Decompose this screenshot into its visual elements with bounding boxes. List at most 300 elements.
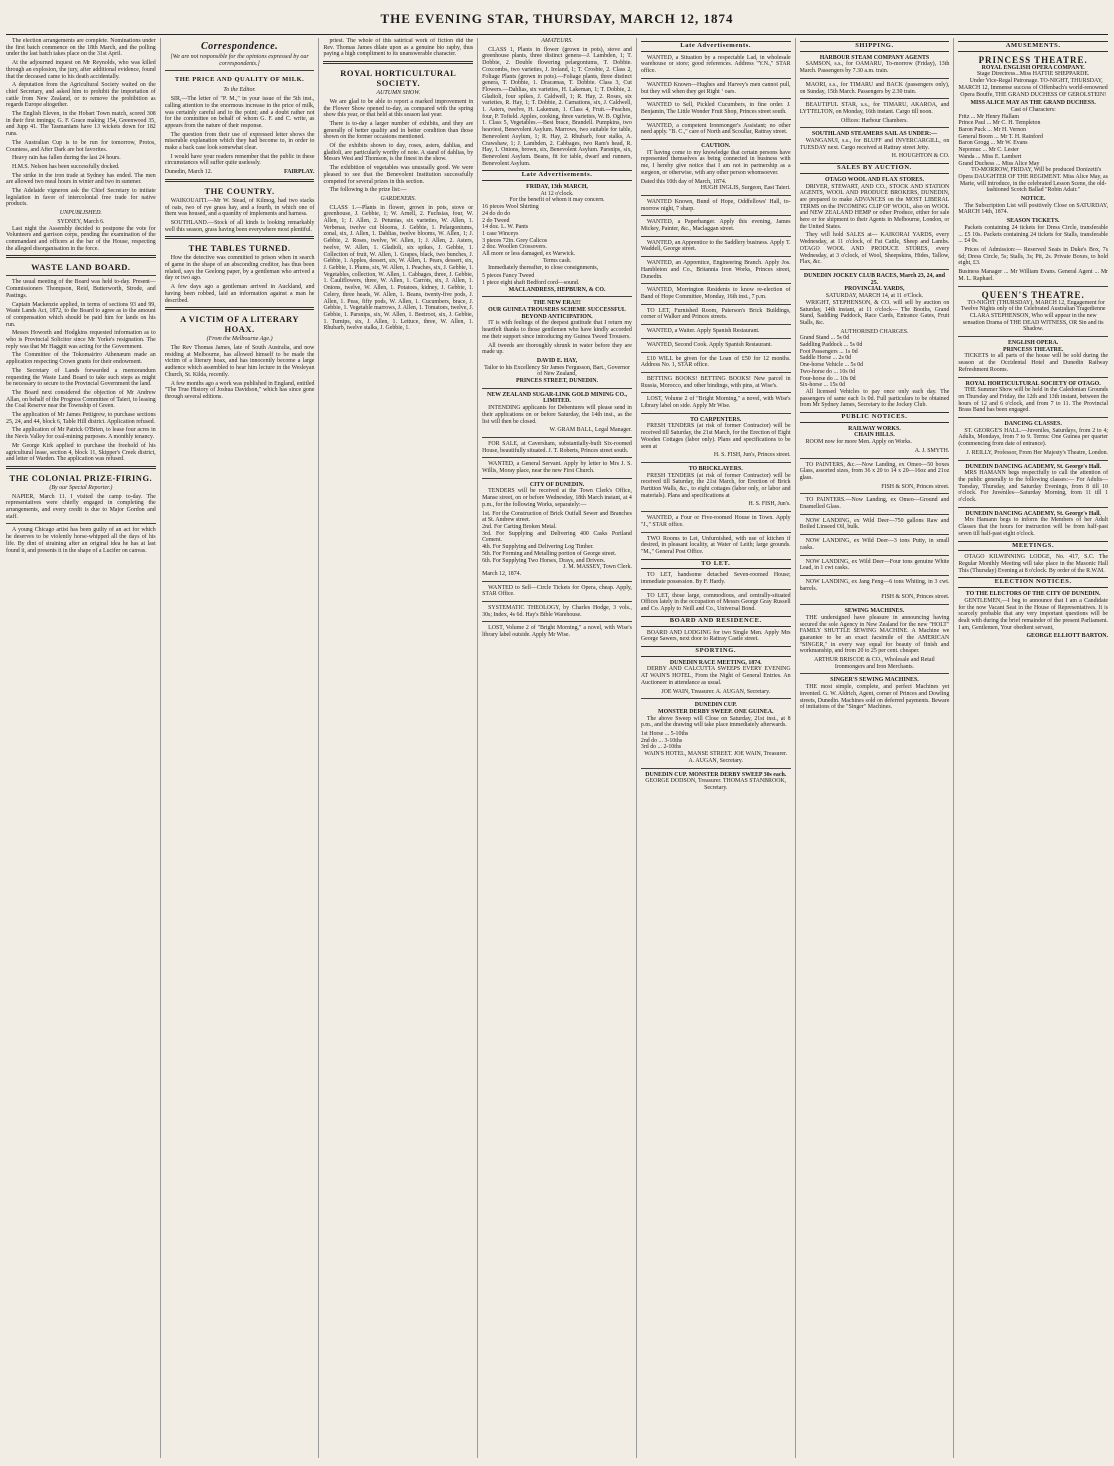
ad-signature: Offices: Harbour Chambers.: [841, 117, 908, 124]
ad-heading: TO CARPENTERS.: [690, 416, 742, 423]
section-heading: TO LET.: [641, 559, 791, 570]
ad-heading: HARBOUR STEAM COMPANY AGENTS: [819, 54, 930, 61]
ad-signature: FISH & SON, Princes street.: [881, 483, 950, 490]
lot-item: 1 case Winceys: [482, 230, 519, 237]
column-2: [165, 38, 320, 1458]
ad-text: All tweeds are thoroughly shrunk in water before they are made up.: [482, 342, 632, 356]
divider: [800, 575, 950, 576]
news-paragraph: At the adjourned inquest on Mr Reynolds, who was killed through an explosion, the jury, after additional evidence, found that the deceased came to his death accidentally.: [6, 60, 156, 80]
divider: [482, 601, 632, 602]
news-paragraph: Heavy rain has fallen during the last 24 hours.: [12, 155, 121, 162]
divider: [641, 768, 791, 769]
divider: [482, 581, 632, 582]
section-heading: ELECTION NOTICES.: [958, 577, 1108, 588]
ad-text: ST. GEORGE'S HALL.—Juveniles, Saturdays, from 2 to 4; Adults, Mondays, from 7 to 9. Terms: One Guinea per quarter (commencing from date of entrance).: [958, 427, 1109, 448]
divider: [958, 286, 1108, 287]
theatre-title: QUEEN'S THEATRE.: [981, 289, 1085, 300]
ad-signature: JOE WAIN, Treasurer. A. AUGAN, Secretary.: [661, 688, 771, 695]
tender-item: 2nd. For Carting Broken Metal.: [482, 524, 557, 530]
ad-text: TENDERS will be received at the Town Clerk's Office, Manse street, on or before Wednesday, 18th March instant, at 4 p.m., for the following Works, separately:—: [482, 488, 632, 508]
ad-date: SATURDAY, MARCH 14, at 11 o'Clock.: [825, 293, 924, 300]
divider: [800, 269, 950, 270]
ad-heading: NOTICE.: [1020, 196, 1046, 203]
ad-heading: CHAIN HILLS.: [854, 432, 895, 439]
ad-text: TO-NIGHT (THURSDAY), MARCH 12, Engagement for Twelve Nights only of the Celebrated Australian Tragedienne CLARA STEPHENSON, Who will appear in the new sensation Drama of THE DEAD WITNESS, OR Sin and its Shadow.: [960, 299, 1106, 333]
divider: [800, 514, 950, 515]
ad-text: TWO Rooms to Let, Unfurnished, with use of kitchen if desired, in pleasant locality, at Water of Leith; large grounds. "M.," General Post Office.: [640, 535, 791, 555]
ad-text: The above Sweep will Close on Saturday, 21st inst., at 8 p.m., and the drawing will take place immediately afterwards.: [640, 715, 791, 729]
divider: [641, 372, 791, 373]
ad-text: TO-MORROW, FRIDAY, Will be produced Donizetti's Opera DAUGHTER OF THE REGIMENT. Miss Alice May, as Marie, will introduce, in the celebrated Lesson Scene, the old-fashioned Scotch Ballad "Robin Adair.": [958, 167, 1108, 194]
lot-item: 2 do Tweed: [482, 217, 510, 224]
divider: [641, 589, 791, 590]
ad-heading: RAILWAY WORKS.: [848, 425, 901, 432]
ad-text: FRESH TENDERS (at risk of former Contractor) will be received till Saturday, the 21st March, for Erection of Brick Partition Walls, &c., to eight cottages (labor only, or labor and materials). Plans and specifications at: [640, 472, 791, 499]
ad-heading: SOUTHLAND STEAMERS SAIL AS UNDER:—: [811, 131, 937, 138]
charge-item: Four-horse do ... 10s 0d: [799, 375, 856, 382]
ad-text: MAORI, s.s., for TIMARU and BACK (passengers only), on Sunday, 15th March. Passengers by 2.30 train.: [799, 81, 950, 95]
column-6: [800, 38, 955, 1458]
news-paragraph: The following is the prize list:—: [329, 187, 407, 194]
ad-text: WANTED, a Waiter. Apply Spanish Restaurant.: [646, 328, 760, 335]
ad-text: NOW LANDING, ex Wild Deer—Four tons genuine White Lead, in 1 cwt casks.: [799, 558, 950, 572]
divider: [800, 127, 950, 128]
ad-signature: WAIN'S HOTEL, MANSE STREET. JOE WAIN, Treasurer. A. AUGAN, Secretary.: [644, 751, 788, 764]
lot-item: 2 doz. Woollen Crossovers.: [482, 244, 547, 251]
columns: [6, 38, 1108, 1458]
divider: [800, 673, 950, 674]
ad-heading: DUNEDIN RACE MEETING, 1874.: [669, 659, 762, 666]
ad-signature: H. S. FISH, Jun's.: [748, 501, 791, 508]
ad-heading: ROYAL HORTICULTURAL SOCIETY OF OTAGO.: [965, 380, 1101, 387]
ad-text: INTENDING applicants for Debentures will please send in their applications on or before Saturday, the 14th inst., as the list will then be closed.: [482, 405, 632, 425]
source-note: (From the Melbourne Age.): [206, 336, 273, 343]
letter-paragraph: The question from their use of expressed letter shows the miserable explanation which they had become to, in order to make a back case look somewhat clear.: [164, 131, 315, 152]
section-heading: BOARD AND RESIDENCE.: [641, 616, 791, 627]
divider: [958, 507, 1108, 508]
ad-text: WANTED, a Four or Five-roomed House in Town. Apply "J.," STAR office.: [640, 515, 791, 528]
ad-text: BETTING BOOKS! BETTING BOOKS! New parcel in Russia, Morocco, and other bindings, with pins, at Wise's.: [640, 375, 791, 389]
section-heading: SALES BY AUCTION.: [800, 163, 950, 174]
ad-text: £10 WILL be given for the Loan of £50 for 12 months. Address No. 1, STAR office.: [640, 355, 791, 369]
divider: [6, 523, 156, 524]
ad-signature: A. J. SMYTH.: [914, 447, 950, 454]
ad-text: WANTED to Sell, Pickled Cucumbers, in fine order. J. Benjamin, The Little Wonder Fruit Shop, Princes street south.: [640, 102, 791, 115]
ad-heading: DUNEDIN CUP. MONSTER DERBY SWEEP 30s each.: [645, 771, 787, 778]
charge-item: One-horse Vehicle ... 5s 0d: [799, 362, 864, 369]
ad-text: BEAUTIFUL STAR, s.s., for TIMARU, AKAROA, and LYTTELTON, on Monday, 16th instant. Cargo till noon.: [799, 102, 950, 115]
section-heading: PUBLIC NOTICES.: [800, 412, 950, 423]
cast-item: Prince Paul ... Mr C. H. Templeton: [958, 120, 1041, 127]
ad-text: ROOM now for more Men. Apply on Works.: [805, 439, 912, 446]
divider: [800, 534, 950, 535]
section-heading: AMUSEMENTS.: [958, 41, 1108, 52]
ad-text: TICKETS to all parts of the house will be sold during the season at the Occidental Hotel and Dunedin Railway Refreshment Rooms.: [958, 353, 1109, 373]
divider: [641, 392, 791, 393]
ad-text: FRESH TENDERS (at risk of former Contractor) will be received till Saturday, the 21st March, for the Erection of Eight Wooden Cottages (labor only). Plans and specifications to be seen at: [640, 423, 791, 450]
column-5: [641, 38, 796, 1458]
ad-signature: HUGH INGLIS, Surgeon, East Taieri.: [700, 185, 791, 192]
ad-signature: FISH & SON, Princes street.: [881, 594, 950, 601]
news-paragraph: SOUTHLAND.—Stock of all kinds is looking remarkably well this season, grass having been everywhere most plentiful.: [164, 219, 315, 233]
divider: [641, 139, 791, 140]
divider: [641, 78, 791, 79]
letter-signature: FAIRPLAY.: [284, 169, 315, 176]
ad-heading: CITY OF DUNEDIN.: [529, 481, 585, 488]
ad-date: Dated this 10th day of March, 1874.: [640, 178, 727, 185]
news-paragraph: The strike in the iron trade at Sydney has ended. The men are allowed two meal hours in winter and two in summer.: [6, 172, 156, 186]
ad-text: All licensed Vehicles to pay once only each day. The passengers of same each 1s 0d. Full particulars to be obtained from Mr Sydney James, Secretary to the Jockey Club.: [799, 388, 950, 409]
ad-text: IT having come to my knowledge that certain persons have represented themselves as being connected in business with me, I hereby give notice that I am not in partnership as a surgeon, or otherwise, with any other person whomsoever.: [640, 149, 791, 176]
dateline: SYDNEY, March 6.: [57, 218, 105, 225]
tender-item: 5th. For Forming and Metalling portion of George street.: [482, 550, 617, 557]
ad-signature: PRINCES STREET, DUNEDIN.: [515, 378, 599, 385]
divider: [641, 352, 791, 353]
salutation: To the Editor.: [223, 87, 256, 94]
section-heading: WASTE LAND BOARD.: [31, 262, 131, 273]
ad-text: THE undersigned have pleasure in announcing having secured the sole Agency in New Zealand for the new "HOLT" FAMILY SHUTTLE SEWING MACHINE. A Machine we guarantee to be an exact facsimile of the AMERICAN "SINGER," in every way equal for beauty of finish and workmanship, and from 20 to 25 per cent. cheaper.: [799, 614, 950, 655]
auctioneers: MACLANDRESS, HEPBURN, & CO.: [508, 286, 606, 293]
charge-item: Foot Passengers ... 1s 0d: [799, 348, 858, 355]
divider: [165, 236, 315, 239]
ad-heading: NEW ZEALAND SUGAR-LINK GOLD MINING CO., LIMITED.: [486, 391, 628, 405]
ad-text: TO PAINTERS.—Now Landing, ex Omeo—Ground and Enamelled Glass.: [799, 497, 950, 511]
lot-item: 24 do do do: [482, 210, 511, 217]
news-paragraph: The Rev Thomas James, late of South Australia, and now residing at Melbourne, has allowed himself to be made the victim of a literary hoax, and has innocently become a large audience which assembled to hear him lecture in the Wesleyan Church, St. Kilda, recently.: [164, 344, 315, 378]
divider: [641, 236, 791, 237]
cast-item: Baron Puck ... Mr H. Vernon: [958, 127, 1027, 134]
divider: [958, 336, 1108, 337]
ad-heading: PRINCESS THEATRE.: [1003, 346, 1064, 353]
terms: Terms cash.: [542, 257, 572, 264]
ad-text: Immediately thereafter, to close consignments,: [488, 264, 599, 271]
cast-item: Grand Duchess ... Miss Alice May: [958, 160, 1040, 167]
divider: [482, 478, 632, 479]
ad-heading: SEASON TICKETS.: [1006, 218, 1060, 225]
tender-item: 6th. For Supplying Two Horses, Drays, and Drivers.: [482, 557, 606, 564]
subheading: AUTUMN SHOW.: [376, 90, 421, 97]
news-paragraph: The application of Mr Patrick O'Brien, to lease four acres in the Nevis Valley for coal-mining purposes. A monthly tenancy.: [6, 427, 156, 441]
divider: [800, 78, 950, 79]
lot-item: All more or less damaged, ex Warwick.: [482, 251, 576, 258]
column-4: [482, 38, 637, 1458]
tender-item: 1st. For the Construction of Brick Outfall Sewer and Branches at St. Andrew street.: [482, 510, 632, 524]
divider: [165, 179, 315, 182]
ad-signature: J. M. MASSEY, Town Clerk.: [563, 564, 632, 571]
divider: [482, 388, 632, 389]
lot-item: 1 piece eight shaft Bedford cord—sound.: [482, 279, 580, 286]
charge-item: Six-horse ... 15s 0d: [799, 382, 846, 389]
cast-item: General Boom ... Mr T. H. Rainford: [958, 133, 1044, 140]
news-paragraph: The English Eleven, in the Hobart Town match, scored 308 in their first innings; G. F. Grace making 154, Greenwood 35, and Jupp 41. The Tasmanians have 13 wickets down for 182 runs.: [6, 111, 156, 138]
cast-item: Fritz ... Mr Henry Hallam: [958, 113, 1020, 120]
news-paragraph: The election arrangements are complete. Nominations under the first batch commence on the 18th March, and the polling under the last batch takes place on the 31st April.: [6, 38, 156, 58]
ad-signature: GEORGE DODSON, Treasurer. THOMAS STANBROOK, Secretary.: [645, 778, 787, 791]
cast-item: Wanda ... Miss E. Lambert: [958, 153, 1022, 160]
section-heading: MEETINGS.: [958, 541, 1108, 552]
subheading: AMATEURS.: [541, 38, 573, 44]
ad-text: MRS HAMANN begs respectfully to call the attention of the public generally to the following classes:— For Adults—Tuesday, Thursday, and Saturday Evenings, from 8 till 10 o'clock. For Juveniles—Saturday Morning, from 11 till 1 o'clock.: [958, 470, 1109, 504]
news-paragraph: H.M.S. Nelson has been successfully docked.: [12, 163, 120, 170]
ad-text: WANTED, Morrington Residents to know re-election of Band of Hope Committee, Monday, 16th inst., 7 p.m.: [640, 287, 791, 300]
divider: [482, 296, 632, 297]
lot-item: 16 pieces Wool Shirting: [482, 204, 539, 211]
divider: [958, 460, 1108, 461]
charge-item: Saddling Paddock ... 5s 0d: [799, 342, 863, 349]
ad-text: NOW LANDING, ex Jang Feng—6 tons Whiting, in 3 cwt. barrels.: [799, 579, 950, 592]
divider: [6, 466, 156, 469]
sale-time: At 12 o'clock.: [540, 190, 574, 197]
ad-text: NOW LANDING, ex Wild Deer—3 tons Putty, in small casks.: [799, 538, 950, 551]
ad-signature: ARTHUR BRISCOE & CO., Wholesale and Retail Ironmongers and Iron Merchants.: [814, 657, 935, 670]
prize-list: CLASS 1, Plants in flower (grown in pots), stove and greenhouse plants, three distinct genera—J. Lambden, 1; T. Dobbie, 2. Double flowering pelargoniums, T. Dobbie. Coxcombs, two varieties, J. Ireland, 1; T. Crosbie, 2. Class 2, Foliage Plants (grown in pots).—Foliage plants, three distinct genera, T. Dobbie, 1. Dracænas, T. Dobbie. Class 3, Cut Flowers.—Dahlias, six varieties, H. Lakeman, 1; T. Dobbie, 2. Gladioli, four spikes, J. Caldwell, 1; R. Hay, 2. Roses, six varieties, R. Hay, 1; T. Dobbie, 2. Carnations, six, J. Caldwell, 1. Asters, twelve, H. Lakeman, 1. Class 4, Fruit.—Peaches, four, P. Tofield. Apples, cooking, three varieties, W. B. Ogilvie, 1. Class 5, Vegetables.—Best brace, Brandell. Pumpkins, two heaviest, Benevolent Asylum. Marrows, two suitable for table, Benevolent Asylum, 1; R. Hay, 2. Rhubarb, four stalks, A. Crawshaw, 1; J. Lambden, 2. Cabbages, two Ram's head, R. Hay, 1. Onions, brown, six, Benevolent Asylum. Parsnips, six, Benevolent Asylum. Beans, fit for table, dwarf and runners, Benevolent Asylum.: [482, 46, 632, 167]
ad-text: DERBY AND CALCUTTA SWEEPS EVERY EVENING AT WAIN'S HOTEL, From the Night of General Entries. An Auctioneer in attendance as usual.: [640, 666, 791, 686]
divider: [482, 621, 632, 622]
letter-paragraph: I would have your readers remember that the public in these circumstances will suffer quite uselessly.: [164, 153, 315, 167]
ad-text: WANGANUI, s.s., for BLUFF and INVERCARGILL, on TUESDAY next. Cargo received at Rattray street Jetty.: [799, 138, 950, 151]
section-heading: THE COUNTRY.: [204, 185, 275, 196]
news-paragraph: A deputation from the Agricultural Society waited on the chief Secretary, and asked him to prohibit the importation of cattle from New Zealand, or to remove the prohibition as regards Europe altogether.: [6, 82, 156, 109]
divider: [800, 98, 950, 99]
charge-item: Grand Stand ... 5s 0d: [799, 335, 850, 342]
ad-text: SAMSON, s.s., for OAMARU, To-morrow (Friday), 13th March. Passengers by 7.30 a.m. train.: [799, 61, 950, 75]
section-heading: A VICTIM OF A LITERARY HOAX.: [180, 314, 300, 335]
ad-heading: ENGLISH OPERA.: [1007, 340, 1059, 347]
ad-text: Prices of Admission:— Reserved Seats in Duke's Box, 7s 6d; Dress Circle, 5s; Stalls, 3s; Pit, 2s. Private Boxes, to hold eight, £3.: [958, 246, 1109, 267]
ad-signature: Tailor to his Excellency Sir James Fergusson, Bart., Governor of New Zealand,: [484, 364, 630, 378]
news-paragraph: Mr George Kirk applied to purchase the freehold of his agricultural lease, section 4, block 11, Skipper's Creek district, and letter of Warden. The application was refused.: [6, 442, 156, 463]
letter-date: Dunedin, March 12.: [164, 169, 213, 176]
ad-signature: H. HOUGHTON & CO.: [891, 153, 950, 160]
ad-text: They will hold SALES at— KAIKORAI YARDS, every Wednesday, at 11 o'clock, of Fat Cattle, Sheep and Lambs. OTAGO WOOL AND PRODUCE STORES, every Wednesday, at 3 o'clock, of Wool, Sheepskins, Hides, Tallow, Flax, &c.: [799, 232, 950, 266]
divider: [800, 493, 950, 494]
ad-heading: CAUTION.: [701, 143, 731, 150]
column-1: [6, 38, 161, 1458]
ad-text: TO LET, handsome detached Seven-roomed House; immediate possession. By F. Hardy.: [640, 572, 791, 586]
ad-text: Business Manager ... Mr William Evans. General Agent ... Mr M. L. Raphael.: [958, 269, 1109, 282]
charge-item: Saddle Horse ... 2s 0d: [799, 355, 852, 362]
ad-heading: OTAGO WOOL AND FLAX STORES.: [824, 176, 924, 183]
section-heading: ROYAL HORTICULTURAL SOCIETY.: [340, 68, 457, 89]
divider: [958, 377, 1108, 378]
ad-text: WANTED, a Paperhanger. Apply this evening, James Mickey, Painter, &c., Maclaggan street.: [640, 219, 791, 233]
section-heading: Late Advertisements.: [641, 41, 791, 52]
divider: [641, 413, 791, 414]
ad-text: LOST, Volume 2 of "Bright Morning," a novel, with Wise's library label outside. Apply Mr Wise.: [482, 625, 632, 639]
news-paragraph: The application of Mr James Pettigrew, to purchase sections 25, 24, and 44, block 6, Table Hill district. Application refused.: [6, 412, 156, 425]
news-paragraph: Last night the Assembly decided to postpone the vote for Volunteers and garrison corps, pending the examination of the commandant and officers at the bar of the House, respecting the alleged disorganisation in the force.: [6, 225, 156, 252]
prize-list: CLASS 1.—Plants in flower, grown in pots, stove or greenhouse, J. Gebbie, 1; W. Arnell, 2. Fuchsias, four, W. Allen, 1; J. Allen, 2. Petunias, six varieties, W. Allen, 1. Verbenas, twelve cut blooms, J. Gebbie, 1. Pelargoniums, zonal, six, J. Allen, 1. Dahlias, twelve blooms, W. Allen, 1; J. Gebbie, 2. Roses, twelve, W. Allen, 1; J. Allen, 2. Asters, twelve, W. Allen, 1. Gladioli, six spikes, J. Gebbie, 1. Collection of fruit, W. Allen, 1. Grapes, black, two bunches, J. Gebbie, 1. Apples, dessert, six, W. Allen, 1. Pears, dessert, six, J. Gebbie, 1. Plums, six, W. Allen, 1. Peaches, six, J. Gebbie, 1. Vegetables, collection, W. Allen, 1. Cabbages, three, J. Gebbie, 1. Cauliflowers, three, W. Allen, 1. Carrots, six, J. Allen, 1. Onions, twelve, W. Allen, 1. Potatoes, kidney, J. Gebbie, 1. Celery, three heads, W. Allen, 1. Beans, twenty-five pods, J. Allen, 1. Peas, fifty pods, W. Allen, 1. Cucumbers, brace, J. Gebbie, 1. Vegetable marrows, J. Allen, 1. Tomatoes, twelve, J. Gebbie, 1. Parsnips, six, W. Allen, 1. Beetroot, six, J. Gebbie, 1. Turnips, six, J. Allen, 1. Lettuce, three, W. Allen, 1. Rhubarb, twelve stalks, J. Gebbie, 1.: [323, 204, 474, 332]
ad-text: OTAGO KILWINNING LODGE, No. 417, S.C. The Regular Monthly Meeting will take place in the Masonic Hall This (Thursday) Evening at 8 o'clock. By order of the R.W.M.: [958, 554, 1109, 574]
divider: [641, 119, 791, 120]
news-paragraph: The Committee of the Tokomairiro Athenæum made an application respecting Crown grants for their endowment.: [6, 352, 156, 366]
ad-date: March 12, 1874.: [482, 570, 522, 577]
ad-signature: GEORGE ELLIOTT BARTON.: [1026, 633, 1109, 640]
ad-text: The Subscription List will positively Close on SATURDAY, MARCH 14th, 1874.: [958, 202, 1109, 216]
ad-signature: W. GRAM BALL, Legal Manager.: [549, 427, 632, 434]
news-paragraph: A few months ago a work was published in England, entitled "The True History of Joshua Davidson," which has since gone through several editions.: [164, 380, 315, 400]
divider: [958, 417, 1108, 418]
ad-text: Packets containing 24 tickets for Dress Circle, transferable ... £5 10s. Packets containing 24 tickets for Stalls, transferable ... £4 0s.: [958, 224, 1109, 245]
ad-text: DRIVER, STEWART, AND CO., STOCK AND STATION AGENTS, WOOL AND PRODUCE BROKERS, DUNEDIN, are prepared to make ADVANCES on the MOST LIBERAL TERMS on the INCOMING CLIP OF WOOL, also on WOOL and NEW ZEALAND HEMP or other Produce, either for sale here or for shipment to their Agents in Melbourne, London, or the United States.: [799, 183, 950, 230]
ad-heading: ROYAL ENGLISH OPERA COMPANY.: [981, 64, 1085, 71]
ad-heading: TO THE ELECTORS OF THE CITY OF DUNEDIN.: [965, 591, 1101, 598]
section-heading: SHIPPING.: [800, 41, 950, 52]
masthead-title: THE EVENING STAR, THURSDAY, MARCH 12, 1874: [380, 11, 734, 26]
charge-item: Two-horse do ... 10s 0d: [799, 368, 855, 375]
ad-heading: DUNEDIN CUP.: [694, 702, 737, 709]
subheading: AUTHORISED CHARGES.: [840, 328, 909, 335]
column-7: [958, 38, 1108, 1458]
unpublished-head: UNPUBLISHED.: [59, 210, 102, 217]
lot-item: 14 doz. L. W. Pants: [482, 224, 529, 231]
divider: [800, 458, 950, 459]
news-paragraph: Messrs Howorth and Hodgkins requested information as to who is Provincial Solicitor since Mr Yorke's resignation. The reply was that Mr Haggitt was acting for the Government.: [6, 330, 156, 350]
divider: [641, 98, 791, 99]
ad-heading: TO BRICKLAYERS.: [688, 465, 743, 472]
ad-text: NOW LANDING, ex Wild Deer—750 gallons Raw and Boiled Linseed Oil, bulk.: [799, 517, 950, 531]
divider: [641, 462, 791, 463]
divider: [165, 307, 315, 310]
sale-date: FRIDAY, 13th MARCH,: [526, 184, 588, 191]
ad-heading: SEWING MACHINES.: [844, 608, 905, 615]
ad-text: WANTED, a Situation by a respectable Lad, in wholesale warehouse or store; good references. Address "Y.N.," STAR office.: [640, 54, 791, 75]
news-paragraph: Captain Mackenzie applied, in terms of sections 93 and 99, Waste Lands Act, 1872, to the Board to agree as to the amount of compensation which should be paid him for lands on his run.: [6, 301, 156, 328]
news-paragraph: The Adelaide vigneron ask the Chief Secretary to initiate legislation in favor of intercolonial free trade for native products.: [6, 188, 156, 208]
letter-paragraph: SIR,—The letter of "P. M.," in your issue of the 5th inst., calling attention to the enormous increase in the price of milk, was certainly careful and to the point; and a doubt rather not for the committee on behalf of whom G. F. and C. write, as appears from the nature of their response.: [164, 96, 315, 129]
news-paragraph: WAIKOUAITI.—Mr W. Stead, of Kilmog, had two stacks of oats, two of rye grass hay, and a fourth, in which one of them was housed, and a quantity of implements and harness.: [164, 197, 315, 218]
ad-text: IT is with feelings of the deepest gratitude that I return my heartfelt thanks to those gentlemen who have kindly accorded me their support since introducing my Guinea Tweed Trousers.: [482, 320, 632, 340]
section-heading: THE TABLES TURNED.: [188, 243, 291, 254]
subheading: GARDENERS.: [380, 195, 417, 202]
divider: [6, 275, 156, 276]
news-paragraph: Of the exhibits shown to day, roses, asters, dahlias, and gladioli, are particularly worthy of note. A stand of dahlias, by Messrs West and Thomson, is the finest in the show.: [323, 143, 474, 163]
ad-heading: DUNEDIN DANCING ACADEMY, St. George's Hall.: [965, 510, 1101, 517]
letter-footer: [165, 169, 315, 176]
ad-text: TO LET, those large, commodious, and centrally-situated Offices lately in the occupation of Messrs George Gray Russell and Co. Apply to Neill and Co., Universal Bond.: [640, 592, 791, 613]
divider: [323, 61, 473, 64]
divider: [641, 698, 791, 699]
masthead: [6, 4, 1108, 35]
ad-heading: SINGER'S SEWING MACHINES.: [830, 677, 919, 684]
sale-intro: For the benefit of whom it may concern.: [509, 197, 605, 204]
divider: [641, 532, 791, 533]
ad-text: Stage Directress...Miss HATTIE SHEPPARDE.: [976, 71, 1090, 78]
news-paragraph: The Australian Cup is to be run for tomorrow, Protos, Countess, and After Dark are hot favorites.: [6, 139, 156, 153]
ad-text: WANTED, an Apprentice, Engineering Branch. Apply Jos. Hambleton and Co., Britannia Iron Works, Princes street, Dunedin.: [640, 260, 791, 280]
divider: [6, 255, 156, 258]
news-paragraph: priest. The whole of this satirical work of fiction did the Rev. Thomas James dilate upon as a genuine bio raphy, thus paying a high compliment to its unanswerable character.: [323, 38, 474, 58]
tender-item: 4th. For Supplying and Delivering Log Timber.: [482, 544, 594, 551]
divider: [641, 338, 791, 339]
ad-text: WANTED, Second Cook. Apply Spanish Restaurant.: [646, 341, 772, 348]
prize-item: 3rd do ... 2-10ths: [640, 744, 682, 751]
news-paragraph: A few days ago a gentleman arrived in Auckland, and having been robbed, laid an information against a man he described.: [164, 284, 315, 304]
ad-text: WRIGHT, STEPHENSON, & CO. will sell by auction on Saturday, 14th instant, at 11 o'clock— The Booths, Grand Stand, Saddling Paddock, Race Cards, Entrance Gates, Fruit Stalls, &c.: [799, 299, 950, 326]
prize-item: 2nd do ... 3-10ths: [640, 737, 683, 744]
section-heading: SPORTING.: [641, 646, 791, 657]
ad-text: SYSTEMATIC THEOLOGY, by Charles Hodge, 3 vols., 30s; Index, 4s 6d. Hay's Bible Warehouse.: [482, 605, 632, 618]
ad-text: THE Summer Show will be held in the Caledonian Grounds on Thursday and Friday, the 12th and 13th instant, between the hours of 12 and 6 o'clock, and from 7 to 11. The Provincial Brass Band has been engaged.: [958, 387, 1109, 414]
section-heading: Late Advertisements.: [482, 170, 632, 181]
divider: [641, 324, 791, 325]
divider: [641, 195, 791, 196]
news-paragraph: The Board next considered the objection of Mr Andrew Allan, on behalf of the Progress Committee of Taieri, to leasing the Coal Reserve near the Township of Green.: [6, 389, 156, 410]
ad-text: THE most simple, complete, and perfect Machines yet invented. G. W. Aldrich, Agent, corner of Princes and Dowling streets, Dunedin. Machines sold on deferred payments. Beware of imitations of the "Singer" Machines.: [799, 684, 950, 711]
divider: [641, 304, 791, 305]
article-heading: THE PRICE AND QUALITY OF MILK.: [174, 76, 305, 84]
subheading: Cast of Characters:: [1010, 106, 1056, 113]
ad-text: BOARD AND LODGING for two Single Men. Apply Mrs George Sawers, next door to Rattray Castle street.: [640, 629, 791, 643]
cast-item: Nepomuc ... Mr C. Lester: [958, 147, 1019, 154]
ad-text: WANTED to Sell—Circle Tickets for Opera, cheap. Apply, STAR Office.: [482, 584, 632, 598]
ad-text: WANTED Known—Hughes and Harvey's men cannot pull, but they will when they get Right ‘ oars.: [640, 81, 791, 95]
ad-text: WANTED, a competent Ironmonger's Assistant; no other need apply. "B. C.," care of North and Scoullar, Rattray street.: [640, 122, 791, 136]
ad-heading: OUR GUINEA TROUSERS SCHEME SUCCESSFUL BEYOND ANTICIPATION.: [488, 307, 626, 320]
theatre-title: PRINCESS THEATRE.: [978, 54, 1088, 65]
ad-heading: PROVINCIAL YARDS,: [844, 286, 905, 293]
news-paragraph: NAPIER, March 11. I visited the camp to-day. The representatives were chiefly engaged in completing the arrangements, and every credit is due to Major Gordon and staff.: [6, 493, 156, 520]
divider: [641, 511, 791, 512]
ad-text: LOST, Volume 2 of "Bright Morning," a novel, with Wise's Library label on side. Apply Mr Wise.: [640, 396, 791, 410]
news-paragraph: The usual meeting of the Board was held to-day. Present—Commissioners Thompson, Reid, Butterworth, Strode, and Pastings.: [6, 279, 156, 299]
ad-text: Under Vice-Regal Patronage. TO-NIGHT, THURSDAY, MARCH 12, Immense success of Offenbach's world-renowned Opera Bouffe, THE GRAND DUCHESS OF GEROLSTEIN!: [958, 78, 1108, 98]
section-heading: THE COLONIAL PRIZE-FIRING.: [9, 472, 153, 483]
lot-item: 5 pieces Fancy Tweed: [482, 273, 535, 280]
lot-item: 3 pieces 72in. Grey Calicos: [482, 237, 548, 244]
divider: [800, 604, 950, 605]
ad-text: TO PAINTERS, &c.—Now Landing, ex Omeo—50 boxes Glass, assorted sizes, from 36 x 20 to 14 x 20—16oz and 21oz glass.: [799, 461, 950, 481]
ad-text: WANTED, a General Servant. Apply by letter to Mrs J. S. Willis, Moray place, near the new First Church.: [482, 461, 632, 475]
tender-item: 3rd. For Supplying and Delivering 400 Casks Portland Cement.: [482, 530, 632, 544]
divider: [641, 256, 791, 257]
ad-text: Mrs Hamann begs to inform the Members of her Adult Classes that the hours for instruction will be from half-past seven till half-past eight o'clock.: [958, 517, 1109, 537]
divider: [641, 215, 791, 216]
cast-item: Baron Grogg ... Mr W. Evans: [958, 140, 1028, 147]
ad-heading: DUNEDIN DANCING ACADEMY, St. George's Hall.: [965, 463, 1101, 470]
ad-text: WANTED Known, Bund of Hope, Oddfellows' Hall, to-morrow night, 7 sharp.: [640, 198, 791, 212]
divider: [482, 437, 632, 438]
news-paragraph: How the detective was committed to prison when in search of game in the shape of an absconding creditor, has thus been related, says the Geelong paper, by a gentleman who arrived a day or two ago.: [164, 255, 315, 282]
divider: [165, 70, 315, 71]
lot-list: [482, 204, 632, 258]
divider: [641, 283, 791, 284]
ad-heading: MONSTER DERBY SWEEP. ONE GUINEA.: [658, 708, 774, 715]
ad-signature: J. REILLY, Professor, From Her Majesty's Theatre, London.: [966, 449, 1109, 456]
news-paragraph: A young Chicago artist has been guilty of an act for which he deserves to be violently horse-whipped all the days of his life. By dint of straining after an original idea he has at last found it, and presents it in the shape of a Lucifer on canvas.: [6, 527, 156, 554]
byline: (By our Special Reporter.): [49, 484, 113, 491]
column-3: [323, 38, 478, 1458]
divider: [800, 555, 950, 556]
ad-heading: DANCING CLASSES.: [1004, 421, 1062, 428]
ad-text: WANTED, an Apprentice to the Saddlery business. Apply T. Waddell, George street.: [640, 239, 791, 253]
ad-signature: DAVID E. HAY,: [536, 357, 578, 364]
ad-text: TO LET, Furnished Room, Paterson's Brick Buildings, corner of Walker and Princes streets.: [640, 307, 791, 321]
ad-signature: H. S. FISH, Jun's, Princes street.: [713, 452, 791, 459]
ad-heading: DUNEDIN JOCKEY CLUB RACES, March 23, 24, and 25.: [803, 272, 945, 286]
prize-item: 1st Horse ... 5-10ths: [640, 731, 689, 738]
news-paragraph: The exhibition of vegetables was unusually good. We were pleased to see that the Benevolent Institution successfully competed for several prizes in this section.: [323, 165, 474, 185]
divider: [482, 457, 632, 458]
editor-note: [We are not responsible for the opinions expressed by our correspondents.]: [170, 54, 309, 67]
ad-heading: THE NEW ERA!!!: [533, 300, 581, 307]
section-heading: Correspondence.: [200, 41, 279, 52]
ad-text: GENTLEMEN,—I beg to announce that I am a Candidate for the now Vacant Seat in the House of Representatives. It is scarcely probable that any very important questions will be dealt with during the brief remainder of the present Parliament. I am, Gentlemen, Your obedient servant,: [958, 597, 1109, 631]
news-paragraph: The Secretary of Lands forwarded a memorandum requesting the Waste Land Board to take such steps as might be necessary to secure to the Provincial Government the land.: [6, 367, 156, 388]
ad-text: FOR SALE, at Caversham, substantially-built Six-roomed House, beautifully situated. J. T. Roberts, Princes street south.: [482, 440, 632, 454]
ad-heading: MISS ALICE MAY AS THE GRAND DUCHESS.: [970, 100, 1096, 107]
news-paragraph: There is to-day a larger number of exhibits, and they are generally of better quality and in better condition than those shown on the former occasions mentioned.: [323, 120, 474, 141]
